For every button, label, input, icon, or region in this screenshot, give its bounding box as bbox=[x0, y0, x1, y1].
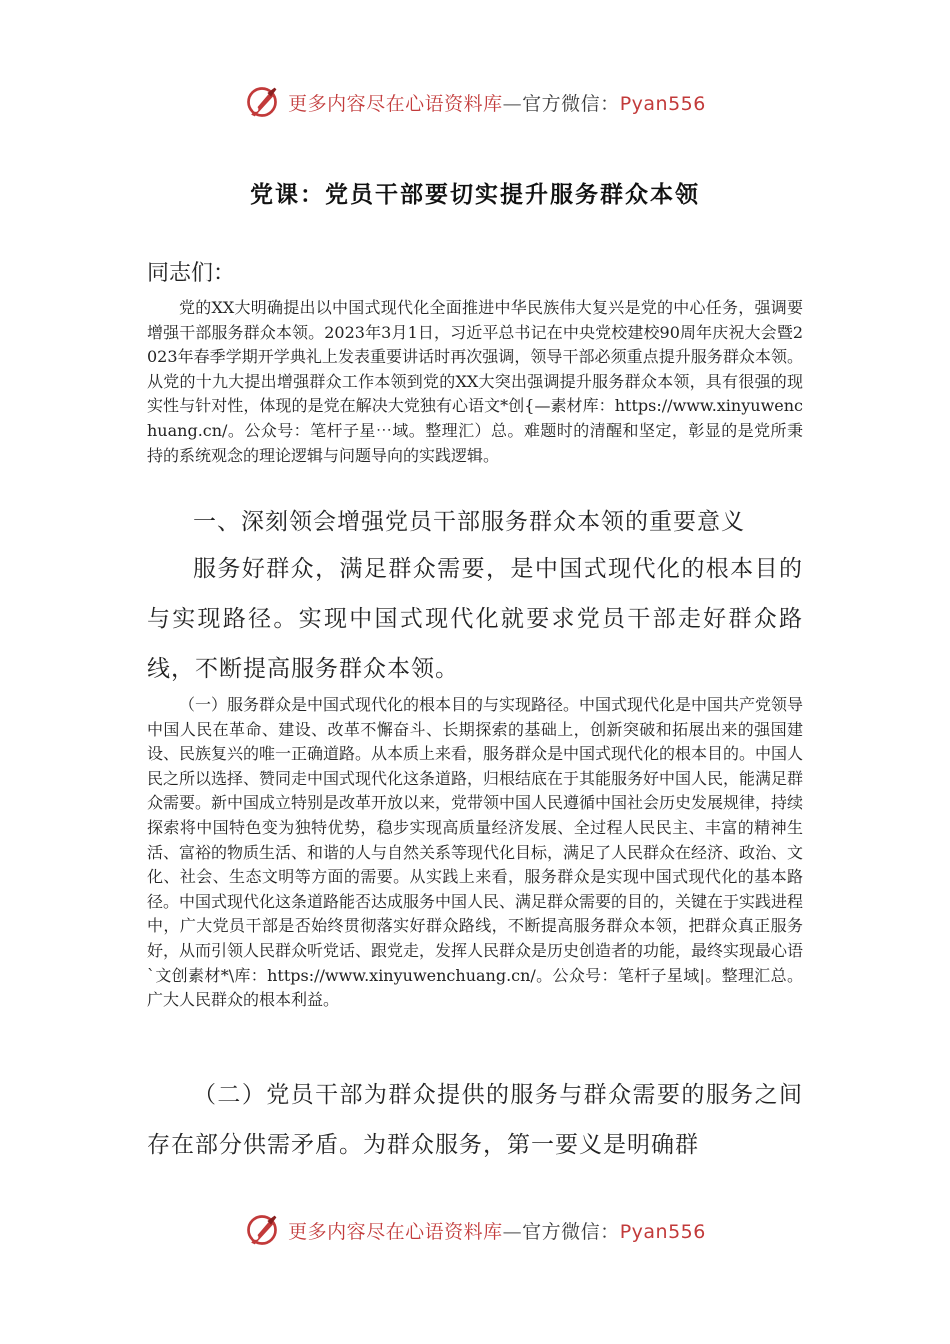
salutation: 同志们： bbox=[147, 261, 236, 286]
banner-main-text: 更多内容尽在心语资料库 bbox=[288, 1220, 503, 1243]
paragraph-subsection-1 bbox=[147, 693, 803, 1013]
banner-text bbox=[288, 89, 706, 116]
quill-pen-seal-icon bbox=[244, 84, 280, 120]
paragraph-subsection-2 bbox=[147, 1070, 803, 1170]
paragraph-subsection-1-text: （一）服务群众是中国式现代化的根本目的与实现路径。中国式现代化是中国共产党领导中国人民在革命、建设、改革不懈奋斗、长期探索的基础上，创新突破和拓展出来的强国建设、民族复兴的唯一正确道路。从本质上来看，服务群众是中国式现代化的根本目的。中国人民之所以选择、赞同走中国式现代化这条道路，归根结底在于其能服务好中国人民，能满足群众需要。新中国成立特别是改革开放以来，党带领中国人民遵循中国社会历史发展规律，持续探索将中国特色变为独特优势，稳步实现高质量经济发展、全过程人民民主、丰富的精神生活、富裕的物质生活、和谐的人与自然关系等现代化目标，满足了人民群众在经济、政治、文化、社会、生态文明等方面的需要。从实践上来看，服务群众是实现中国式现代化的基本路径。中国式现代化这条道路能否达成服务中国人民、满足群众需要的目的，关键在于实践进程中，广大党员干部是否始终贯彻落实好群众路线，不断提高服务群众本领，把群众真正服务好，从而引领人民群众听党话、跟党走，发挥人民群众是历史创造者的功能，最终实现最心语`文创素材*\库：https://www.xinyuwenchuang.cn/。公众号：笔杆子星域|。整理汇总。广大人民群众的根本利益。 bbox=[147, 695, 804, 1010]
banner-wechat-label: 官方微信： bbox=[522, 92, 620, 115]
paragraph-section-lead-text: 服务好群众，满足群众需要，是中国式现代化的根本目的与实现路径。实现中国式现代化就要求党员干部走好群众路线，不断提高服务群众本领。 bbox=[147, 556, 803, 682]
quill-pen-seal-icon bbox=[244, 1212, 280, 1248]
section-heading: 一、深刻领会增强党员干部服务群众本领的重要意义 bbox=[193, 509, 745, 535]
banner-wechat-id: Pyan556 bbox=[619, 92, 706, 115]
banner-dash: — bbox=[502, 92, 523, 115]
banner-wechat-id: Pyan556 bbox=[619, 1220, 706, 1243]
paragraph-subsection-2-text: （二）党员干部为群众提供的服务与群众需要的服务之间存在部分供需矛盾。为群众服务，第一要义是明确群 bbox=[147, 1082, 803, 1158]
banner-main-text: 更多内容尽在心语资料库 bbox=[288, 92, 503, 115]
banner-dash: — bbox=[502, 1220, 523, 1243]
footer-banner bbox=[0, 1208, 950, 1252]
header-banner bbox=[0, 80, 950, 124]
banner-text bbox=[288, 1217, 706, 1244]
paragraph-intro-text: 党的XX大明确提出以中国式现代化全面推进中华民族伟大复兴是党的中心任务，强调要增强干部服务群众本领。2023年3月1日，习近平总书记在中央党校建校90周年庆祝大会暨2023年春季学期开学典礼上发表重要讲话时再次强调，领导干部必须重点提升服务群众本领。从党的十九大提出增强群众工作本领到党的XX大突出强调提升服务群众本领，具有很强的现实性与针对性，体现的是党在解决大党独有心语文*创{—素材库：https://www.xinyuwenchuang.cn/。公众号：笔杆子星⋯域。整理汇）总。难题时的清醒和坚定，彰显的是党所秉持的系统观念的理论逻辑与问题导向的实践逻辑。 bbox=[147, 298, 803, 465]
paragraph-section-lead bbox=[147, 544, 803, 694]
paragraph-intro bbox=[147, 296, 803, 468]
document-title: 党课：党员干部要切实提升服务群众本领 bbox=[250, 182, 700, 208]
banner-wechat-label: 官方微信： bbox=[522, 1220, 620, 1243]
